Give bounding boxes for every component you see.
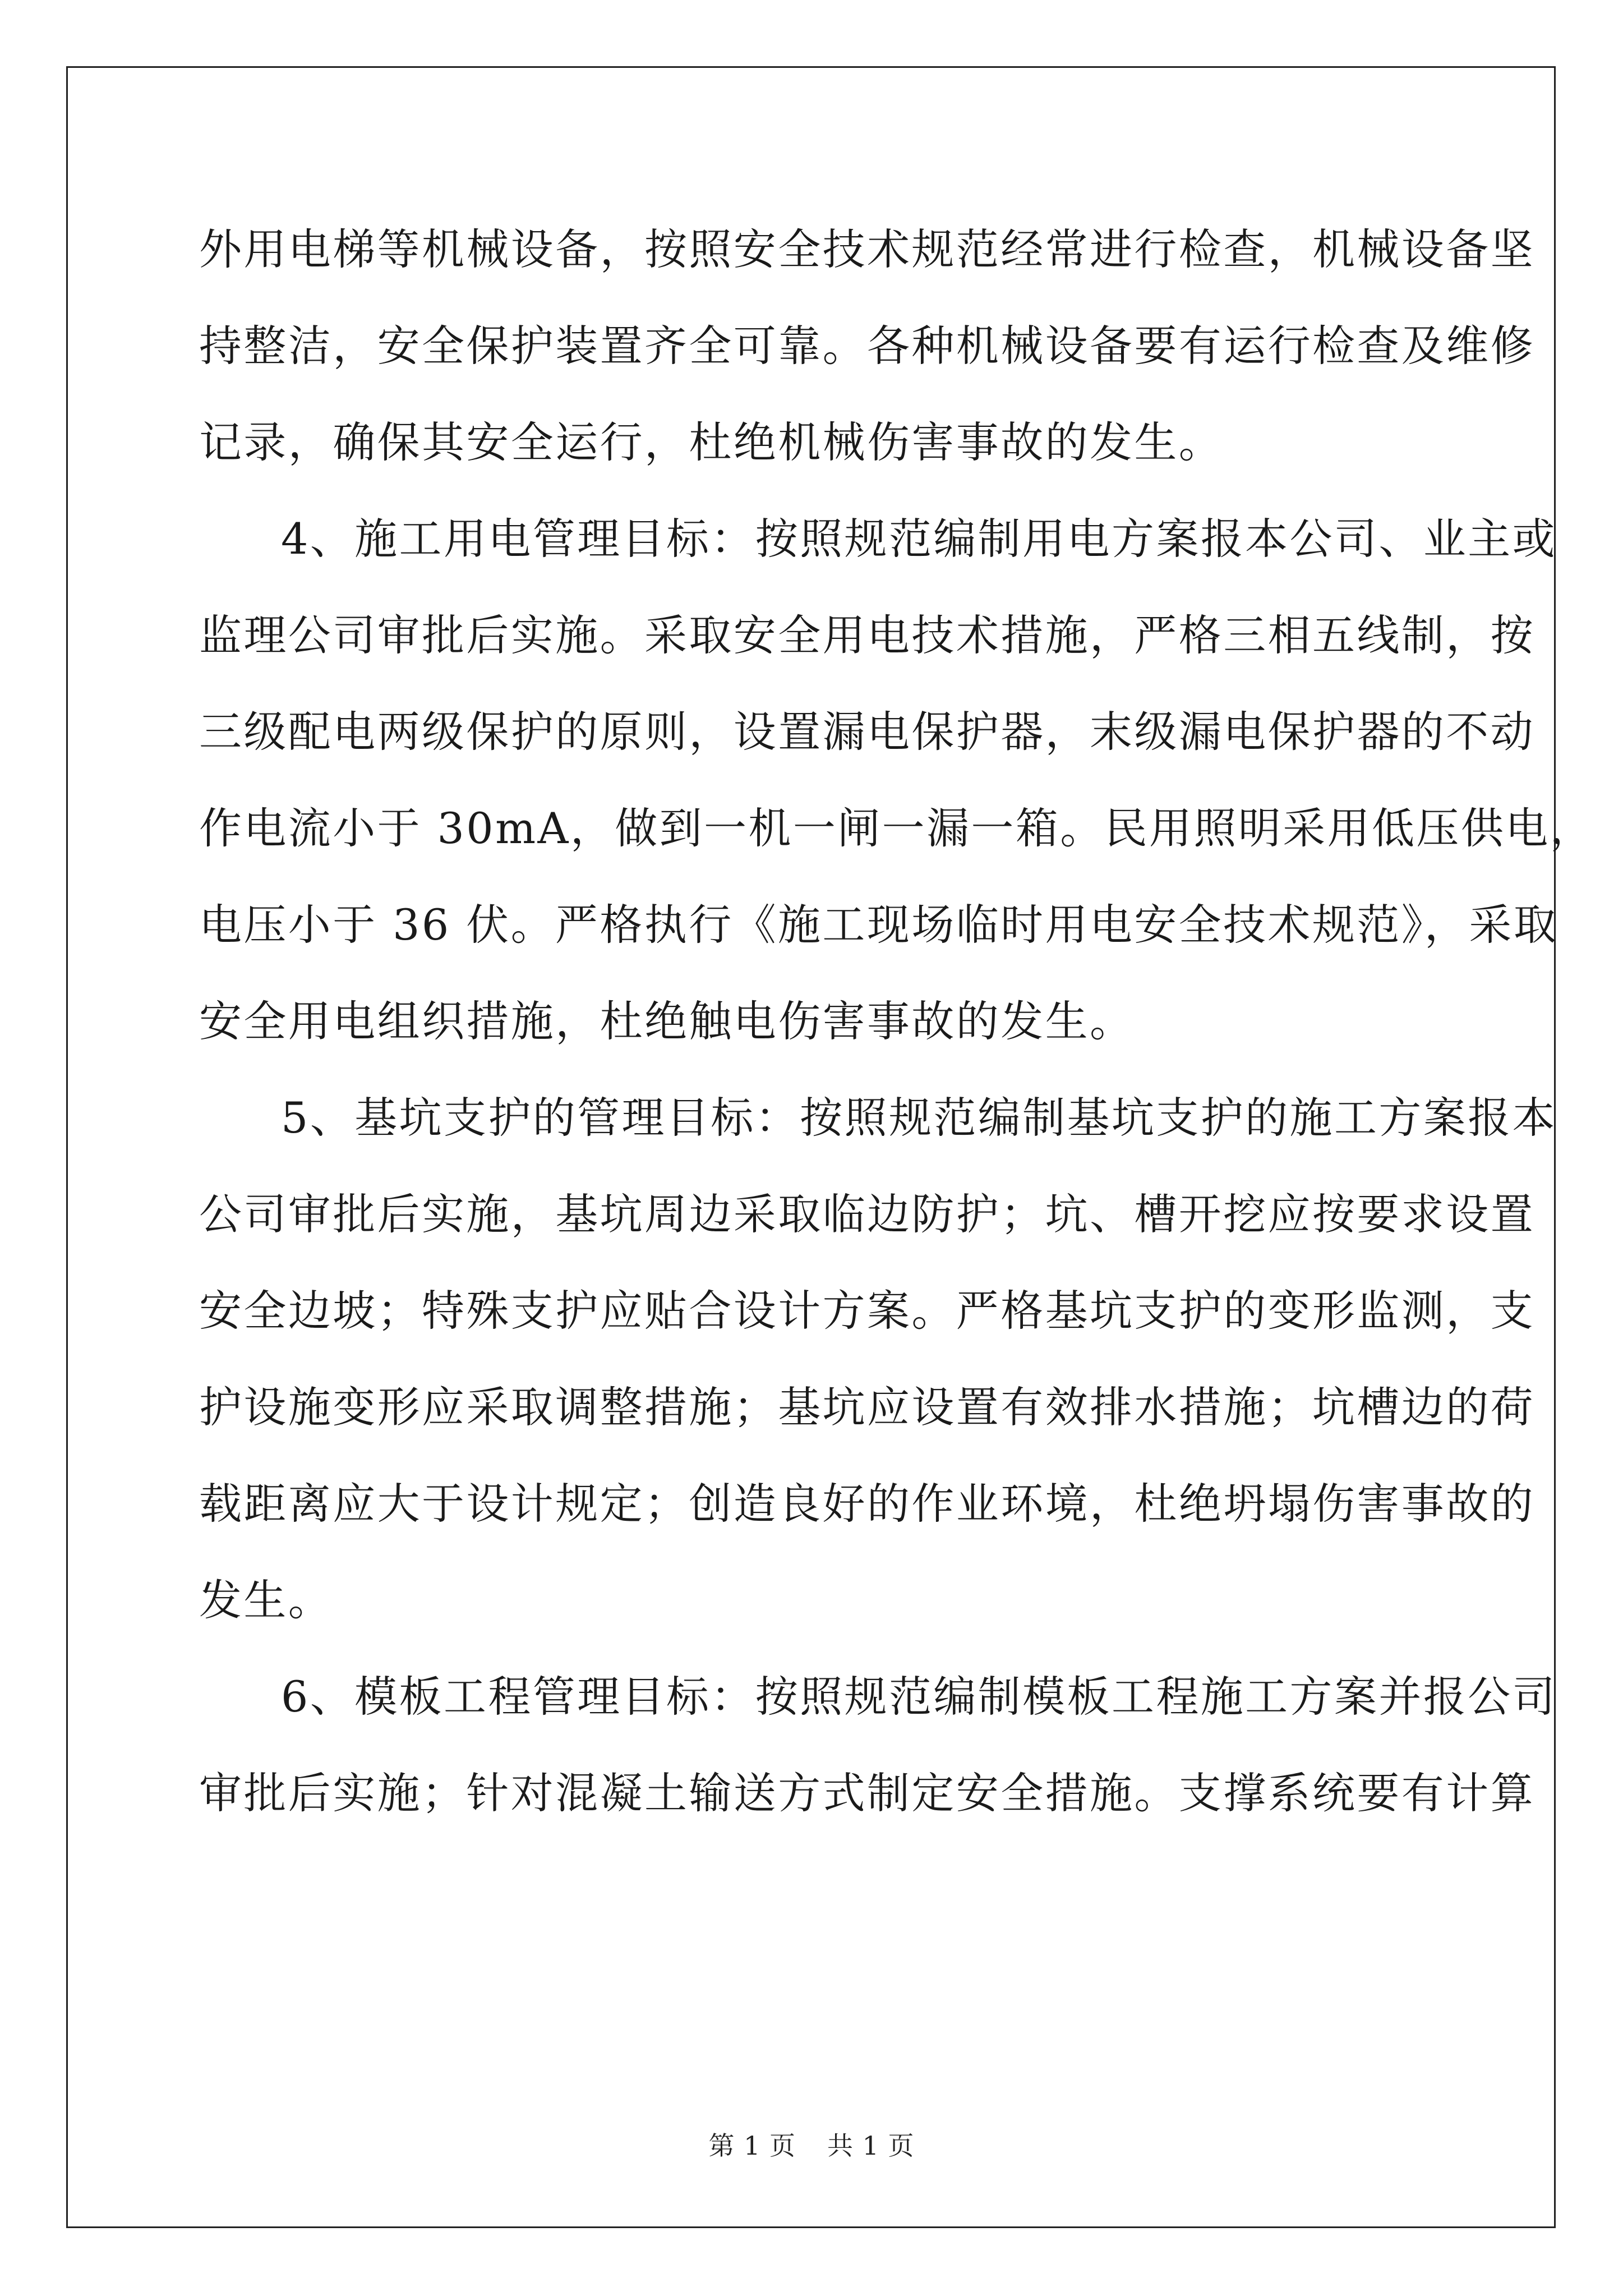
text-line: 三级配电两级保护的原则，设置漏电保护器，末级漏电保护器的不动 bbox=[199, 707, 1535, 757]
text-line: 安全用电组织措施，杜绝触电伤害事故的发生。 bbox=[199, 996, 1135, 1046]
paragraph-start-line: 6、模板工程管理目标：按照规范编制模板工程施工方案并报公司 bbox=[281, 1672, 1557, 1722]
text-line: 持整洁，安全保护装置齐全可靠。各种机械设备要有运行检查及维修 bbox=[199, 321, 1535, 371]
text-line: 电压小于 36 伏。严格执行《施工现场临时用电安全技术规范》，采取 bbox=[199, 900, 1559, 950]
document-body bbox=[199, 213, 1595, 1853]
text-line: 公司审批后实施，基坑周边采取临边防护；坑、槽开挖应按要求设置 bbox=[199, 1189, 1535, 1239]
paragraph-start-line: 4、施工用电管理目标：按照规范编制用电方案报本公司、业主或 bbox=[281, 514, 1557, 564]
text-line: 记录，确保其安全运行，杜绝机械伤害事故的发生。 bbox=[199, 417, 1224, 467]
text-line: 护设施变形应采取调整措施；基坑应设置有效排水措施；坑槽边的荷 bbox=[199, 1382, 1535, 1432]
text-line: 发生。 bbox=[199, 1575, 333, 1625]
text-line: 监理公司审批后实施。采取安全用电技术措施，严格三相五线制，按 bbox=[199, 610, 1535, 660]
text-line: 作电流小于 30mA，做到一机一闸一漏一箱。民用照明采用低压供电， bbox=[199, 803, 1595, 853]
page-number-current: 第 1 页 bbox=[708, 2131, 796, 2161]
text-line: 载距离应大于设计规定；创造良好的作业环境，杜绝坍塌伤害事故的 bbox=[199, 1479, 1535, 1529]
text-line: 外用电梯等机械设备，按照安全技术规范经常进行检查，机械设备坚 bbox=[199, 224, 1535, 274]
page-number-total: 共 1 页 bbox=[827, 2131, 915, 2161]
paragraph-start-line: 5、基坑支护的管理目标：按照规范编制基坑支护的施工方案报本 bbox=[281, 1093, 1557, 1143]
page-footer bbox=[0, 2129, 1623, 2162]
text-line: 安全边坡；特殊支护应贴合设计方案。严格基坑支护的变形监测，支 bbox=[199, 1286, 1535, 1336]
text-line: 审批后实施；针对混凝土输送方式制定安全措施。支撑系统要有计算 bbox=[199, 1768, 1535, 1818]
